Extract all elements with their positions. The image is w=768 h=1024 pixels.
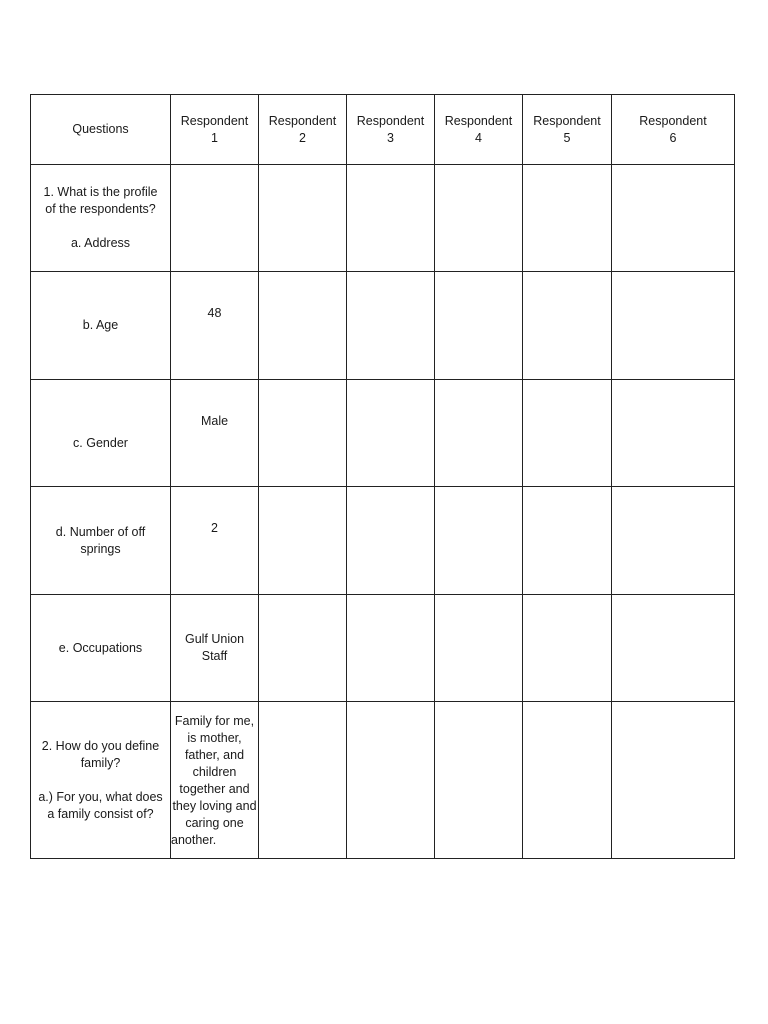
answer-cell-r4: [435, 595, 523, 702]
answer-cell-r3: [347, 487, 435, 595]
header-respondent-6: Respondent 6: [612, 95, 735, 165]
answer-cell-r3: [347, 702, 435, 859]
answer-cell-r6: [612, 272, 735, 380]
table-row: [31, 165, 735, 272]
answer-cell-r1: 48: [171, 272, 259, 380]
answer-cell-r4: [435, 487, 523, 595]
header-respondent-3: Respondent 3: [347, 95, 435, 165]
header-respondent-4: Respondent 4: [435, 95, 523, 165]
table-row: [31, 595, 735, 702]
answer-cell-r4: [435, 272, 523, 380]
survey-table: [30, 94, 735, 859]
answer-cell-r3: [347, 165, 435, 272]
header-questions-label: Questions: [72, 122, 129, 136]
header-respondent-2: Respondent 2: [259, 95, 347, 165]
answer-cell-r4: [435, 165, 523, 272]
answer-cell-r5: [523, 380, 612, 487]
answer-cell-r3: [347, 380, 435, 487]
answer-cell-r4: [435, 380, 523, 487]
answer-cell-r4: [435, 702, 523, 859]
answer-cell-r2: [259, 595, 347, 702]
question-cell: e. Occupations: [31, 595, 171, 702]
header-respondent-5: Respondent 5: [523, 95, 612, 165]
answer-cell-r1: Gulf Union Staff: [171, 595, 259, 702]
answer-cell-r6: [612, 487, 735, 595]
table-row: [31, 272, 735, 380]
answer-cell-r5: [523, 165, 612, 272]
answer-cell-r5: [523, 702, 612, 859]
answer-cell-r2: [259, 702, 347, 859]
answer-cell-r2: [259, 380, 347, 487]
table-row: [31, 380, 735, 487]
answer-cell-r5: [523, 487, 612, 595]
question-cell: 1. What is the profile of the respondents? a. Address: [31, 165, 171, 272]
answer-cell-r6: [612, 380, 735, 487]
question-cell: 2. How do you define family? a.) For you, what does a family consist of?: [31, 702, 171, 859]
answer-cell-r5: [523, 272, 612, 380]
header-row: [31, 95, 735, 165]
answer-cell-r1: Family for me, is mother, father, and children together and they loving and caring one another.: [171, 702, 259, 859]
answer-cell-r3: [347, 272, 435, 380]
question-cell: b. Age: [31, 272, 171, 380]
answer-cell-r1: [171, 165, 259, 272]
header-respondent-1: Respondent 1: [171, 95, 259, 165]
answer-cell-r6: [612, 595, 735, 702]
table-row: [31, 487, 735, 595]
header-questions: [31, 95, 171, 165]
answer-cell-r6: [612, 702, 735, 859]
answer-cell-r2: [259, 272, 347, 380]
answer-cell-r2: [259, 487, 347, 595]
answer-cell-r3: [347, 595, 435, 702]
answer-cell-r2: [259, 165, 347, 272]
answer-cell-r1: 2: [171, 487, 259, 595]
question-cell: c. Gender: [31, 380, 171, 487]
answer-cell-r6: [612, 165, 735, 272]
question-cell: d. Number of off springs: [31, 487, 171, 595]
answer-cell-r1: Male: [171, 380, 259, 487]
answer-cell-r5: [523, 595, 612, 702]
table-row: [31, 702, 735, 859]
